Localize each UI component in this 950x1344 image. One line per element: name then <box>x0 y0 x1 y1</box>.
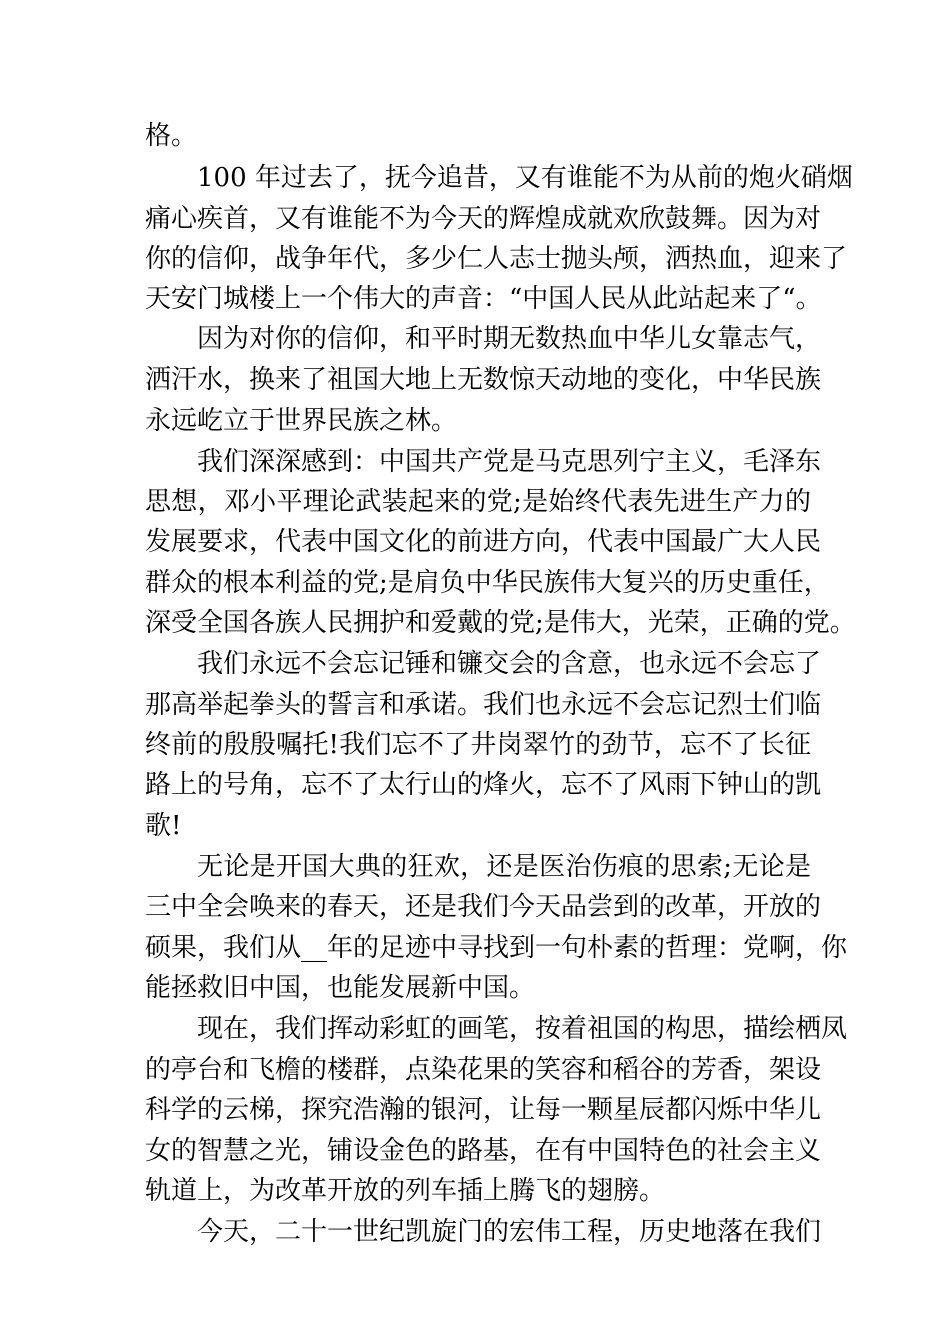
text-line: 因为对你的信仰，和平时期无数热血中华儿女靠志气， <box>197 324 822 354</box>
text-line: 深受全国各族人民拥护和爱戴的党;是伟大，光荣，正确的党。 <box>145 608 856 638</box>
text-line: 我们深深感到：中国共产党是马克思列宁主义，毛泽东 <box>197 447 822 477</box>
text-line: 三中全会唤来的春天，还是我们今天品尝到的改革，开放的 <box>145 892 822 922</box>
text-line: 女的智慧之光，铺设金色的路基，在有中国特色的社会主义 <box>145 1136 822 1166</box>
text-line: 硕果，我们从__年的足迹中寻找到一句朴素的哲理：党啊，你 <box>145 933 848 963</box>
text-line: 天安门城楼上一个伟大的声音：“中国人民从此站起来了“。 <box>145 284 822 314</box>
text-line: 群众的根本利益的党;是肩负中华民族伟大复兴的历史重任， <box>145 568 830 598</box>
text-line: 格。 <box>145 121 198 151</box>
text-line: 终前的殷殷嘱托!我们忘不了井岗翠竹的劲节，忘不了长征 <box>145 730 811 760</box>
text-line: 无论是开国大典的狂欢，还是医治伤痕的思索;无论是 <box>197 852 811 882</box>
text-line: 100 年过去了，抚今追昔，又有谁能不为从前的炮火硝烟 <box>197 163 853 193</box>
text-line: 路上的号角，忘不了太行山的烽火，忘不了风雨下钟山的凯 <box>145 770 822 800</box>
text-line: 能拯救旧中国，也能发展新中国。 <box>145 973 536 1003</box>
text-line: 科学的云梯，探究浩瀚的银河，让每一颗星辰都闪烁中华儿 <box>145 1095 822 1125</box>
text-line: 发展要求，代表中国文化的前进方向，代表中国最广大人民 <box>145 527 822 557</box>
text-line: 的亭台和飞檐的楼群，点染花果的笑容和稻谷的芳香，架设 <box>145 1055 822 1085</box>
text-line: 歌! <box>145 811 182 841</box>
text-line: 洒汗水，换来了祖国大地上无数惊天动地的变化，中华民族 <box>145 365 822 395</box>
text-line: 今天，二十一世纪凯旋门的宏伟工程，历史地落在我们 <box>197 1217 822 1247</box>
text-line: 轨道上，为改革开放的列车插上腾飞的翅膀。 <box>145 1176 666 1206</box>
text-line: 永远屹立于世界民族之林。 <box>145 406 458 436</box>
text-line: 思想，邓小平理论武装起来的党;是始终代表先进生产力的 <box>145 487 811 517</box>
text-line: 那高举起拳头的誓言和承诺。我们也永远不会忘记烈士们临 <box>145 690 822 720</box>
text-line: 我们永远不会忘记锤和镰交会的含意，也永远不会忘了 <box>197 649 822 679</box>
text-line: 现在，我们挥动彩虹的画笔，按着祖国的构思，描绘栖凤 <box>197 1014 848 1044</box>
text-line: 痛心疾首，又有谁能不为今天的辉煌成就欢欣鼓舞。因为对 <box>145 204 822 234</box>
text-line: 你的信仰，战争年代，多少仁人志士抛头颅，洒热血，迎来了 <box>145 244 848 274</box>
